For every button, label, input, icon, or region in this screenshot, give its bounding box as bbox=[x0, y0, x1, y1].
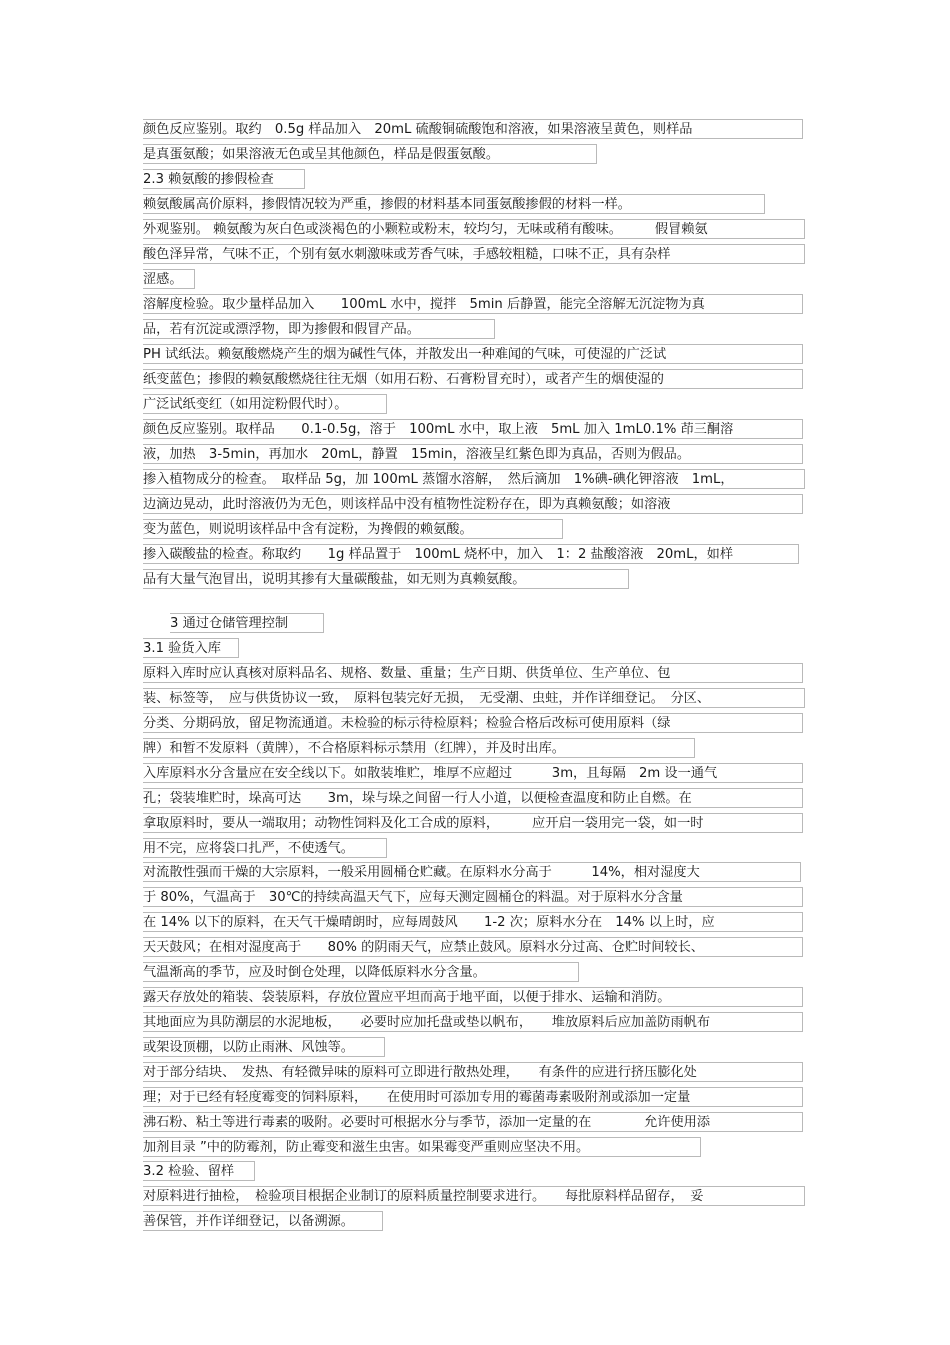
text-line: PH 试纸法。赖氨酸燃烧产生的烟为碱性气体，并散发出一种难闻的气味，可使湿的广泛试 bbox=[143, 344, 803, 364]
text-line: 酸色泽异常，气味不正，个别有氨水刺激味或芳香气味，手感较粗糙，口味不正，具有杂样 bbox=[143, 244, 805, 264]
text-line: 涩感。 bbox=[143, 269, 195, 289]
text-line: 于 80%，气温高于 30℃的持续高温天气下，应每天测定圆桶仓的料温。对于原料水分含量 bbox=[143, 887, 803, 907]
text-line: 天天鼓风；在相对湿度高于 80% 的阴雨天气，应禁止鼓风。原料水分过高、仓贮时间较长、 bbox=[143, 937, 803, 957]
text-line: 颜色反应鉴别。取约 0.5g 样品加入 20mL 硫酸铜硫酸饱和溶液，如果溶液呈黄色，则样品 bbox=[143, 119, 803, 139]
text-line: 对于部分结块、 发热、有轻微异味的原料可立即进行散热处理， 有条件的应进行挤压膨化处 bbox=[143, 1062, 803, 1082]
section-heading: 3 通过仓储管理控制 bbox=[170, 613, 324, 633]
text-line: 赖氨酸属高价原料，掺假情况较为严重，掺假的材料基本同蛋氨酸掺假的材料一样。 bbox=[143, 194, 765, 214]
text-line: 对流散性强而干燥的大宗原料，一般采用圆桶仓贮藏。在原料水分高于 14%，相对湿度大 bbox=[143, 862, 801, 882]
text-line: 孔；袋装堆贮时，垛高可达 3m，垛与垛之间留一行人小道，以便检查温度和防止自燃。在 bbox=[143, 788, 803, 808]
text-line: 品，若有沉淀或漂浮物，即为掺假和假冒产品。 bbox=[143, 319, 495, 339]
text-line: 广泛试纸变红（如用淀粉假代时）。 bbox=[143, 394, 387, 414]
text-line: 颜色反应鉴别。取样品 0.1-0.5g，溶于 100mL 水中，取上液 5mL 加入 1mL0.1% 茚三酮溶 bbox=[143, 419, 803, 439]
text-line: 加剂目录 ”中的防霉剂，防止霉变和滋生虫害。如果霉变严重则应坚决不用。 bbox=[143, 1137, 701, 1157]
text-line: 纸变蓝色；掺假的赖氨酸燃烧往往无烟（如用石粉、石膏粉冒充时），或者产生的烟使湿的 bbox=[143, 369, 803, 389]
text-line: 牌）和暂不发原料（黄牌），不合格原料标示禁用（红牌），并及时出库。 bbox=[143, 738, 695, 758]
section-heading: 2.3 赖氨酸的掺假检查 bbox=[143, 169, 305, 189]
text-line: 气温渐高的季节，应及时倒仓处理，以降低原料水分含量。 bbox=[143, 962, 579, 982]
text-line: 其地面应为具防潮层的水泥地板， 必要时应加托盘或垫以帆布， 堆放原料后应加盖防雨帆布 bbox=[143, 1012, 803, 1032]
text-line: 在 14% 以下的原料，在天气干燥晴朗时，应每周鼓风 1-2 次；原料水分在 14% 以上时，应 bbox=[143, 912, 803, 932]
text-line: 对原料进行抽检， 检验项目根据企业制订的原料质量控制要求进行。 每批原料样品留存， 妥 bbox=[143, 1186, 805, 1206]
text-line: 入库原料水分含量应在安全线以下。如散装堆贮，堆厚不应超过 3m，且每隔 2m 设一通气 bbox=[143, 763, 803, 783]
text-line: 边滴边晃动，此时溶液仍为无色，则该样品中没有植物性淀粉存在，即为真赖氨酸；如溶液 bbox=[143, 494, 803, 514]
text-line: 掺入碳酸盐的检查。称取约 1g 样品置于 100mL 烧杯中，加入 1：2 盐酸溶液 20mL，如样 bbox=[143, 544, 799, 564]
text-line: 理；对于已经有轻度霉变的饲料原料， 在使用时可添加专用的霉菌毒素吸附剂或添加一定量 bbox=[143, 1087, 803, 1107]
text-line: 液，加热 3-5min，再加水 20mL，静置 15min，溶液呈红紫色即为真品，否则为假品。 bbox=[143, 444, 803, 464]
text-line: 品有大量气泡冒出，说明其掺有大量碳酸盐，如无则为真赖氨酸。 bbox=[143, 569, 629, 589]
section-heading: 3.2 检验、留样 bbox=[143, 1161, 255, 1181]
text-line: 变为蓝色，则说明该样品中含有淀粉，为搀假的赖氨酸。 bbox=[143, 519, 563, 539]
text-line: 装、标签等， 应与供货协议一致， 原料包装完好无损， 无受潮、虫蛀，并作详细登记。 分区、 bbox=[143, 688, 805, 708]
text-line: 露天存放处的箱装、袋装原料，存放位置应平坦而高于地平面，以便于排水、运输和消防。 bbox=[143, 987, 803, 1007]
text-line: 善保管，并作详细登记，以备溯源。 bbox=[143, 1211, 383, 1231]
text-line: 溶解度检验。取少量样品加入 100mL 水中，搅拌 5min 后静置，能完全溶解无沉淀物为真 bbox=[143, 294, 803, 314]
text-line: 拿取原料时，要从一端取用；动物性饲料及化工合成的原料， 应开启一袋用完一袋，如一时 bbox=[143, 813, 803, 833]
text-line: 掺入植物成分的检查。 取样品 5g，加 100mL 蒸馏水溶解， 然后滴加 1%碘-碘化钾溶液 1mL， bbox=[143, 469, 805, 489]
text-line: 或架设顶棚，以防止雨淋、风蚀等。 bbox=[143, 1037, 385, 1057]
text-line: 外观鉴别。 赖氨酸为灰白色或淡褐色的小颗粒或粉末，较均匀，无味或稍有酸味。 假冒赖氨 bbox=[143, 219, 805, 239]
text-line: 用不完，应将袋口扎严，不使透气。 bbox=[143, 838, 387, 858]
text-line: 沸石粉、粘土等进行毒素的吸附。必要时可根据水分与季节，添加一定量的在 允许使用添 bbox=[143, 1112, 803, 1132]
section-heading: 3.1 验货入库 bbox=[143, 638, 239, 658]
text-line: 原料入库时应认真核对原料品名、规格、数量、重量；生产日期、供货单位、生产单位、包 bbox=[143, 663, 803, 683]
text-line: 分类、分期码放，留足物流通道。未检验的标示待检原料；检验合格后改标可使用原料（绿 bbox=[143, 713, 803, 733]
text-line: 是真蛋氨酸；如果溶液无色或呈其他颜色，样品是假蛋氨酸。 bbox=[143, 144, 597, 164]
